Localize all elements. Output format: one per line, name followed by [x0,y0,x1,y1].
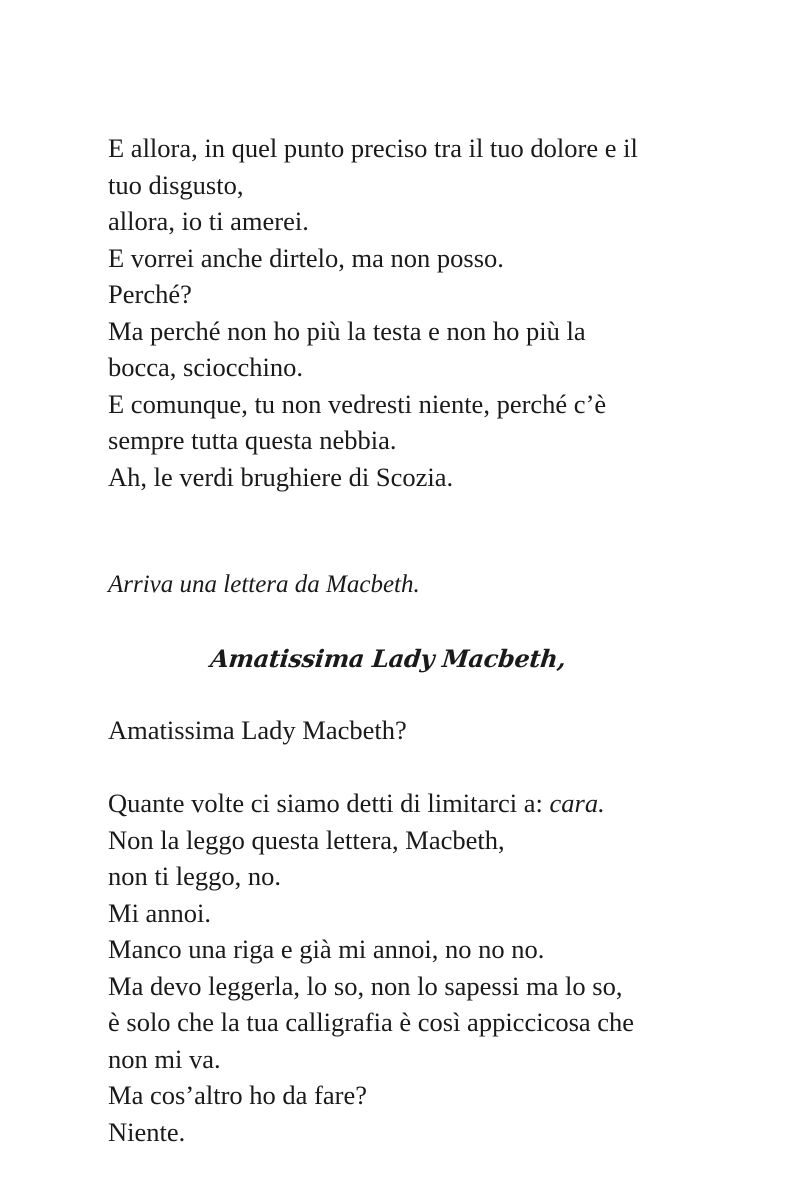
poem-line: Non la leggo questa lettera, Macbeth, [108,824,505,855]
letter-heading: Amatissima Lady Macbeth, [208,644,568,673]
poem-line: E vorrei anche dirtelo, ma non posso. [108,242,504,273]
poem-line: Ma perché non ho più la testa e non ho più la [108,315,586,346]
poem-line: allora, io ti amerei. [108,206,309,236]
poem-line: Ma cos’altro ho da fare? [108,1080,367,1110]
poem-line: Ma devo leggerla, lo so, non lo sapessi ma lo so, [108,970,623,1001]
poem-line-first [108,785,728,822]
poem-line: Manco una riga e già mi annoi, no no no. [108,934,545,964]
poem-line-prefix: Quante volte ci siamo detti di limitarci a: [108,788,550,818]
poem-line: non mi va. [108,1043,221,1074]
poem-line: bocca, sciocchino. [108,352,303,382]
poem-line: Niente. [108,1116,186,1147]
poem-line: E allora, in quel punto preciso tra il tuo dolore e il [108,133,638,163]
poem-line: Ah, le verdi brughiere di Scozia. [108,461,454,492]
poem-line: Perché? [108,279,192,309]
poem-stanza-bottom [108,785,728,1150]
poem-line: tuo disgusto, [108,169,244,200]
poem-line: non ti leggo, no. [108,861,281,891]
poem-line: Mi annoi. [108,897,212,928]
poem-stanza-top [108,130,728,495]
poem-line: E comunque, tu non vedresti niente, perché c’è [108,388,607,419]
stage-direction: Arriva una lettera da Macbeth. [108,571,420,598]
reply-opening-line: Amatissima Lady Macbeth? [108,715,407,745]
poem-line-italic-word: cara. [549,788,605,818]
poem-line: sempre tutta questa nebbia. [108,425,397,455]
poem-line: è solo che la tua calligrafia è così appiccicosa che [108,1007,635,1037]
